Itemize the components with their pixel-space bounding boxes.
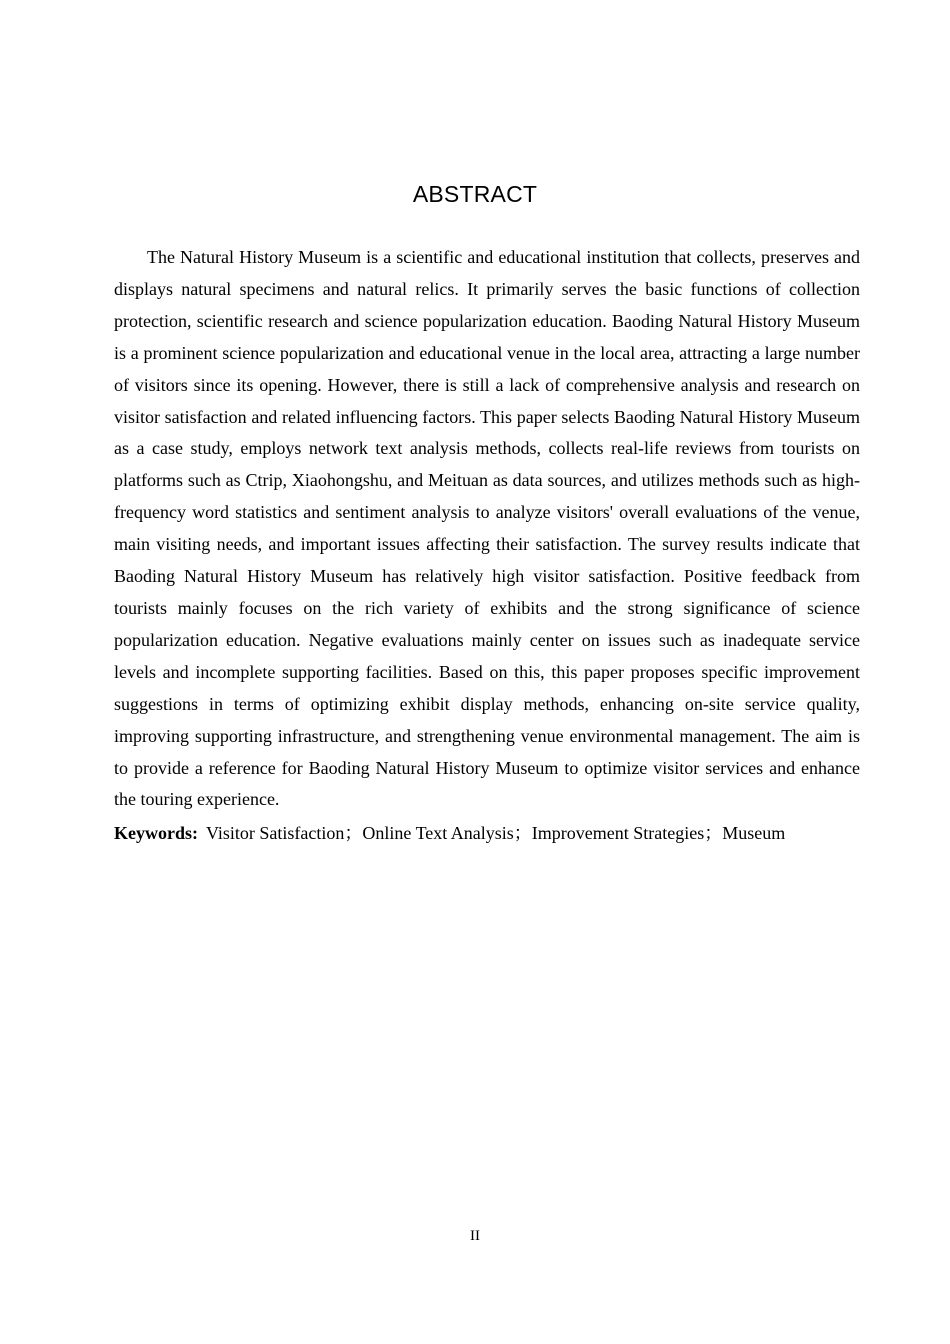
- abstract-body: The Natural History Museum is a scientific and educational institution that collects, preserves and displays natural specimens and natural relics. It primarily serves the basic functions of collection protection, scientific research and science popularization education. Baoding Natural History Museum is a prominent science popularization and educational venue in the local area, attracting a large number of visitors since its opening. However, there is still a lack of comprehensive analysis and research on visitor satisfaction and related influencing factors. This paper selects Baoding Natural History Museum as a case study, employs network text analysis methods, collects real-life reviews from tourists on platforms such as Ctrip, Xiaohongshu, and Meituan as data sources, and utilizes methods such as high-frequency word statistics and sentiment analysis to analyze visitors' overall evaluations of the venue, main visiting needs, and important issues affecting their satisfaction. The survey results indicate that Baoding Natural History Museum has relatively high visitor satisfaction. Positive feedback from tourists mainly focuses on the rich variety of exhibits and the strong significance of science popularization education. Negative evaluations mainly center on issues such as inadequate service levels and incomplete supporting facilities. Based on this, this paper proposes specific improvement suggestions in terms of optimizing exhibit display methods, enhancing on-site service quality, improving supporting infrastructure, and strengthening venue environmental management. The aim is to provide a reference for Baoding Natural History Museum to optimize visitor services and enhance the touring experience.: [114, 247, 860, 810]
- keywords-list: Visitor Satisfaction；Online Text Analysis；Improvement Strategies；Museum: [206, 823, 786, 843]
- keywords-label: Keywords:: [114, 823, 198, 843]
- keywords-line: [114, 817, 874, 849]
- page-number: II: [470, 1228, 480, 1244]
- abstract-title: ABSTRACT: [412, 181, 538, 207]
